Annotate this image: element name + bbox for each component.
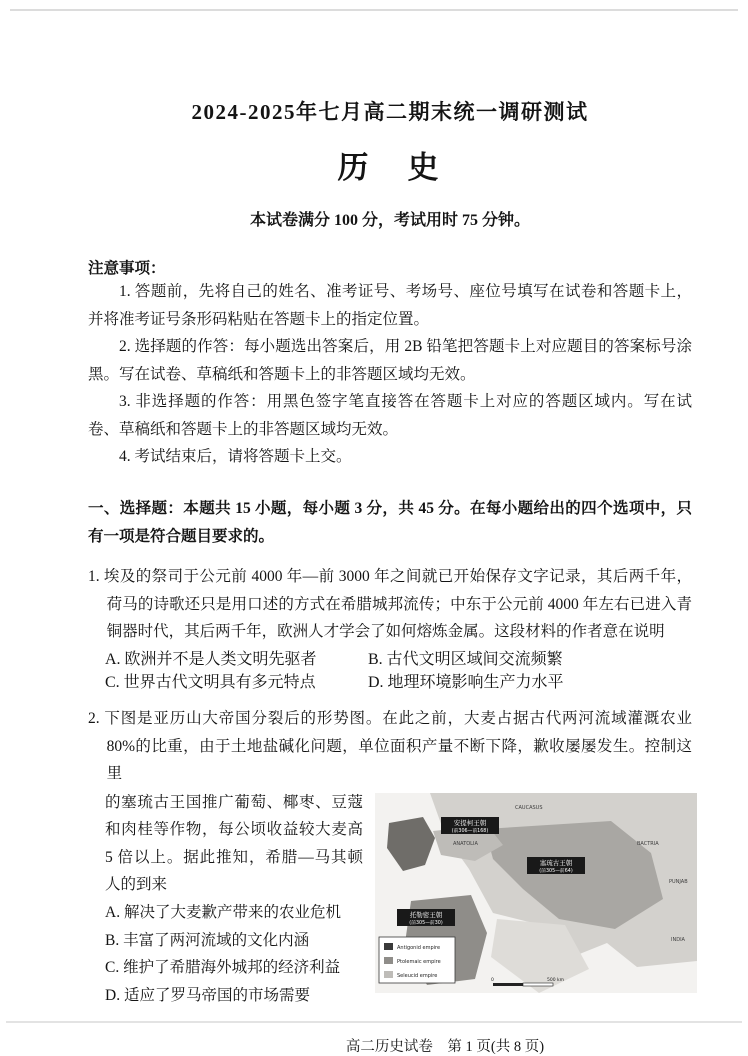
map-legend — [379, 937, 455, 983]
question-2-option-b: B. 丰富了两河流域的文化内涵 — [105, 931, 310, 949]
question-2-stem-intro: 2. 下图是亚历山大帝国分裂后的形势图。在此之前，大麦占据古代两河流域灌溉农业 80%的比重，由于土地盐碱化问题，单位面积产量不断下降，歉收屡屡发生。控制这里 — [88, 709, 692, 783]
note-item-1: 1. 答题前，先将自己的姓名、准考证号、考场号、座位号填写在试卷和答题卡上，并将准考证号条形码粘贴在答题卡上的指定位置。 — [88, 283, 692, 328]
antigonid-name: 安提柯王朝 — [453, 818, 487, 827]
note-item-4: 4. 考试结束后，请将答题卡上交。 — [119, 448, 352, 466]
question-2-left-column — [105, 789, 363, 1010]
map-label-caucasus: CAUCASUS — [515, 804, 543, 811]
page-title: 2024-2025年七月高二期末统一调研测试 — [191, 100, 589, 124]
map-antigonid-label — [441, 817, 499, 834]
note-item-3: 3. 非选择题的作答：用黑色签字笔直接答在答题卡上对应的答题区域内。写在试卷、草稿纸和答题卡上的非答题区域均无效。 — [88, 393, 692, 438]
ptolemaic-years: (前305—前30) — [409, 920, 443, 926]
exam-info: 本试卷满分 100 分，考试用时 75 分钟。 — [249, 212, 530, 229]
legend-seleucid: Seleucid empire — [397, 972, 438, 979]
note-item-2: 2. 选择题的作答：每小题选出答案后，用 2B 铅笔把答题卡上对应题目的答案标号涂黑。写在试卷、草稿纸和答题卡上的非答题区域均无效。 — [88, 338, 692, 383]
question-1-option-b: B. 古代文明区域间交流频繁 — [368, 650, 563, 668]
question-1 — [88, 563, 692, 692]
question-1-option-c: C. 世界古代文明具有多元特点 — [105, 673, 316, 691]
question-2-option-c: C. 维护了希腊海外城邦的经济利益 — [105, 959, 341, 977]
question-2-body — [88, 789, 720, 1010]
hellenistic-map — [375, 793, 697, 993]
question-1-option-d: D. 地理环境影响生产力水平 — [368, 673, 564, 691]
scale-zero: 0 — [491, 977, 494, 983]
seleucid-name: 塞琉古王朝 — [539, 858, 573, 867]
hellenistic-map-figure — [375, 793, 697, 1010]
map-label-bactria: BACTRIA — [637, 840, 659, 847]
antigonid-years: (前306—前168) — [451, 828, 489, 834]
section-one-heading: 一、选择题：本题共 15 小题，每小题 3 分，共 45 分。在每小题给出的四个选项中，只有一项是符合题目要求的。 — [88, 500, 692, 545]
scan-artifact-top — [10, 9, 738, 11]
question-1-options-row-1 — [105, 646, 692, 669]
map-seleucid-label — [527, 857, 585, 874]
scan-artifact-bottom — [6, 1021, 742, 1023]
seleucid-years: (前305—前64) — [539, 868, 573, 874]
map-label-india: INDIA — [671, 936, 685, 943]
subject-title: 历 史 — [337, 150, 443, 185]
page-footer: 高二历史试卷 第 1 页(共 8 页) — [345, 1039, 545, 1056]
question-2 — [88, 705, 692, 1009]
question-1-stem: 1. 埃及的祭司于公元前 4000 年—前 3000 年之间就已开始保存文字记录，其后两千年，荷马的诗歌还只是用口述的方式在希腊城邦流传；中东于公元前 4000 年左右已进入青铜器时代，其后两千年，欧洲人才学会了如何熔炼金属。这段材料的作者意在说明 — [88, 568, 692, 641]
question-2-option-a: A. 解决了大麦歉产带来的农业危机 — [105, 903, 341, 921]
question-1-options-row-2 — [105, 669, 692, 692]
ptolemaic-name: 托勒密王朝 — [409, 910, 443, 919]
map-label-anatolia: ANATOLIA — [453, 840, 478, 847]
legend-antigonid: Antigonid empire — [397, 944, 441, 951]
map-label-punjab: PUNJAB — [669, 878, 688, 885]
legend-ptolemaic: Ptolemaic empire — [397, 958, 441, 965]
question-1-option-a: A. 欧洲并不是人类文明先驱者 — [105, 650, 317, 668]
question-2-stem-cont: 的塞琉古王国推广葡萄、椰枣、豆蔻和肉桂等作物，每公顷收益较大麦高 5 倍以上。据此推知，希腊—马其顿人的到来 — [105, 793, 363, 894]
notes-heading: 注意事项： — [88, 260, 166, 277]
question-2-option-d: D. 适应了罗马帝国的市场需要 — [105, 986, 310, 1004]
map-ptolemaic-label — [397, 909, 455, 926]
scale-500km: 500 km — [547, 977, 565, 983]
